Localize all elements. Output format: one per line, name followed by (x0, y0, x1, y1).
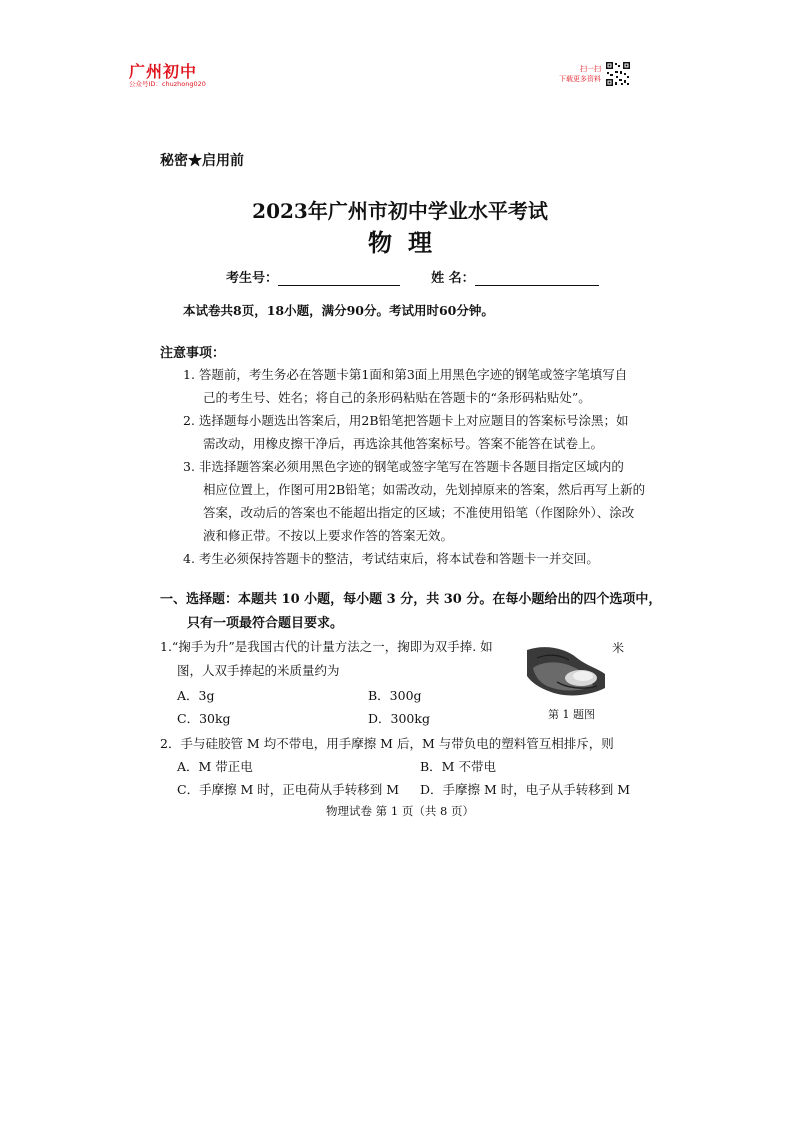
scan-prompt (549, 64, 601, 84)
question-1-stem-line-1: 1.“掬手为升”是我国古代的计量方法之一，掬即为双手捧. 如 (160, 639, 493, 654)
question-2-option-b: B．M 不带电 (420, 759, 496, 774)
exam-title: 2023年广州市初中学业水平考试 (252, 199, 548, 223)
question-2-option-a: A．M 带正电 (177, 759, 253, 774)
note-line: 2. 选择题每小题选出答案后，用2B铅笔把答题卡上对应题目的答案标号涂黑；如 (183, 413, 629, 428)
exam-info: 本试卷共8页，18小题，满分90分。考试用时60分钟。 (183, 303, 494, 318)
note-line: 己的考生号、姓名；将自己的条形码粘贴在答题卡的“条形码粘贴处”。 (203, 390, 591, 405)
question-1-option-b: B．300g (368, 688, 422, 703)
question-1-option-d: D．300kg (368, 711, 430, 726)
figure-caption: 第 1 题图 (548, 708, 595, 721)
hands-holding-rice-image (527, 638, 607, 700)
logo-title: 广州初中 (129, 62, 198, 81)
question-2-option-c: C．手摩擦 M 时，正电荷从手转移到 M (177, 782, 400, 797)
section-heading-line-1: 一、选择题：本题共 10 小题，每小题 3 分，共 30 分。在每小题给出的四个选项中， (160, 592, 662, 607)
candidate-number-label: 考生号： (226, 271, 279, 286)
section-heading (160, 588, 661, 636)
note-line: 答案，改动后的答案也不能超出指定的区域；不准使用铅笔（作图除外）、涂改 (203, 505, 635, 520)
subject-title: 物理 (368, 228, 448, 257)
question-1-option-a: A．3g (177, 688, 215, 703)
question-1-stem-line-2: 图，人双手捧起的米质量约为 (177, 663, 340, 678)
candidate-number-blank (278, 271, 400, 286)
confidential-mark: 秘密★启用前 (160, 153, 244, 169)
qr-code-icon (606, 62, 630, 86)
name-label: 姓 名： (431, 271, 475, 286)
note-line: 需改动，用橡皮擦干净后，再选涂其他答案标号。答案不能答在试卷上。 (203, 436, 604, 451)
candidate-fields (226, 269, 599, 289)
notes-heading: 注意事项： (160, 346, 226, 361)
note-line: 液和修正带。不按以上要求作答的答案无效。 (203, 528, 454, 543)
question-2-option-d: D．手摩擦 M 时，电子从手转移到 M (420, 782, 631, 797)
question-1-option-c: C．30kg (177, 711, 231, 726)
note-line: 4. 考生必须保持答题卡的整洁，考试结束后，将本试卷和答题卡一并交回。 (183, 551, 599, 566)
name-blank (475, 271, 599, 286)
note-line: 3. 非选择题答案必须用黑色字迹的钢笔或签字笔写在答题卡各题目指定区域内的 (183, 459, 624, 474)
note-line: 相应位置上，作图可用2B铅笔；如需改动，先划掉原来的答案，然后再写上新的 (203, 482, 646, 497)
logo-subtitle: 公众号ID：chuzhong020 (129, 80, 206, 88)
rice-label: 米 (612, 641, 625, 655)
question-2-stem: 2．手与硅胶管 M 均不带电，用手摩擦 M 后，M 与带负电的塑料管互相排斥，则 (160, 736, 614, 751)
note-line: 1. 答题前，考生务必在答题卡第1面和第3面上用黑色字迹的钢笔或签字笔填写自 (183, 367, 628, 382)
section-heading-line-2: 只有一项最符合题目要求。 (187, 616, 344, 631)
scan-line-1: 扫一扫 (580, 65, 601, 73)
scan-line-2: 下载更多资料 (559, 75, 601, 83)
page-footer: 物理试卷 第 1 页（共 8 页） (326, 804, 474, 818)
